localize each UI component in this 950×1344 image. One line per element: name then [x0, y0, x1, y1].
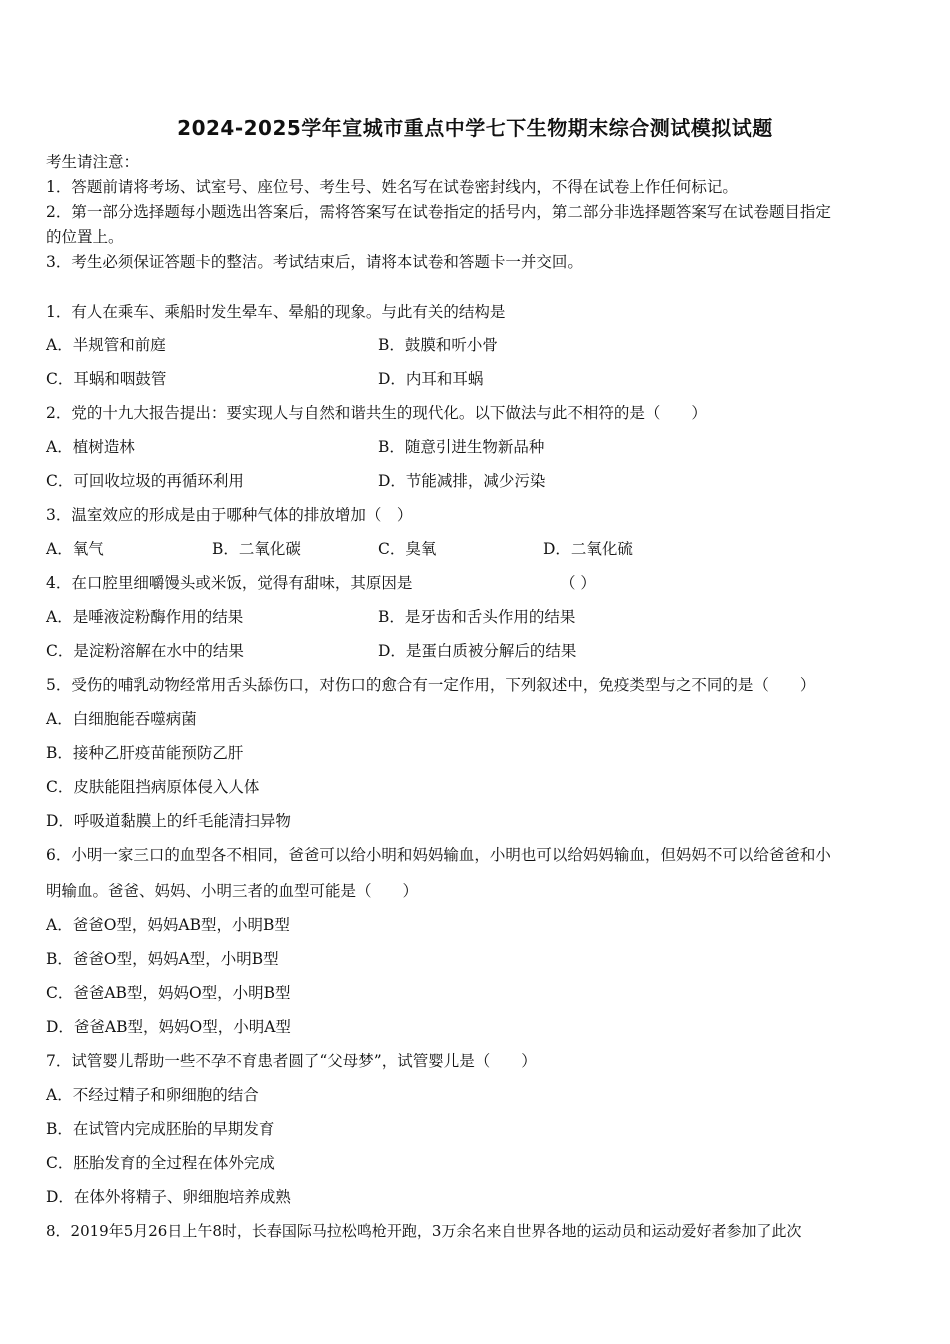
question-stem: 1．有人在乘车、乘船时发生晕车、晕船的现象。与此有关的结构是 [46, 303, 506, 321]
option-b: B．是牙齿和舌头作用的结果 [378, 608, 576, 626]
option-d: D．在体外将精子、卵细胞培养成熟 [46, 1188, 291, 1206]
question-stem: 5．受伤的哺乳动物经常用舌头舔伤口，对伤口的愈合有一定作用，下列叙述中，免疫类型与之不同的是（ ） [46, 676, 816, 694]
question-stem: 4．在口腔里细嚼馒头或米饭，觉得有甜味，其原因是 [46, 574, 413, 592]
option-c: C．臭氧 [378, 540, 437, 558]
option-c: C．皮肤能阻挡病原体侵入人体 [46, 778, 260, 796]
notice-item: 的位置上。 [46, 228, 124, 246]
option-b: B．随意引进生物新品种 [378, 438, 545, 456]
question-stem: 7．试管婴儿帮助一些不孕不育患者圆了“父母梦”，试管婴儿是（ ） [46, 1052, 537, 1070]
option-b: B．在试管内完成胚胎的早期发育 [46, 1120, 275, 1138]
option-d: D．内耳和耳蜗 [378, 370, 484, 388]
option-a: A．白细胞能吞噬病菌 [46, 710, 197, 728]
notice-item: 3．考生必须保证答题卡的整洁。考试结束后，请将本试卷和答题卡一并交回。 [46, 253, 583, 271]
option-c: C．胚胎发育的全过程在体外完成 [46, 1154, 275, 1172]
option-d: D．呼吸道黏膜上的纤毛能清扫异物 [46, 812, 291, 830]
question-stem-cont: 明输血。爸爸、妈妈、小明三者的血型可能是（ ） [46, 882, 419, 900]
page-title: 2024-2025学年宣城市重点中学七下生物期末综合测试模拟试题 [177, 116, 773, 140]
option-d: D．是蛋白质被分解后的结果 [378, 642, 577, 660]
answer-bracket: （ ） [560, 574, 596, 592]
option-b: B．鼓膜和听小骨 [378, 336, 498, 354]
question-stem: 2．党的十九大报告提出：要实现人与自然和谐共生的现代化。以下做法与此不相符的是（ ） [46, 404, 707, 422]
option-d: D．节能减排，减少污染 [378, 472, 546, 490]
option-b: B．爸爸O型，妈妈A型，小明B型 [46, 950, 279, 968]
option-a: A．不经过精子和卵细胞的结合 [46, 1086, 259, 1104]
notice-heading: 考生请注意： [46, 153, 140, 171]
option-a: A．爸爸O型，妈妈AB型，小明B型 [46, 916, 290, 934]
option-d: D．二氧化硫 [543, 540, 633, 558]
option-c: C．耳蜗和咽鼓管 [46, 370, 167, 388]
question-stem: 3．温室效应的形成是由于哪种气体的排放增加（ ） [46, 506, 413, 524]
option-a: A．半规管和前庭 [46, 336, 166, 354]
option-b: B．二氧化碳 [212, 540, 301, 558]
option-d: D．爸爸AB型，妈妈O型，小明A型 [46, 1018, 291, 1036]
notice-item: 1．答题前请将考场、试室号、座位号、考生号、姓名写在试卷密封线内，不得在试卷上作任何标记。 [46, 178, 738, 196]
option-c: C．是淀粉溶解在水中的结果 [46, 642, 244, 660]
option-b: B．接种乙肝疫苗能预防乙肝 [46, 744, 244, 762]
question-stem: 6．小明一家三口的血型各不相同，爸爸可以给小明和妈妈输血，小明也可以给妈妈输血，但妈妈不可以给爸爸和小 [46, 846, 831, 864]
option-a: A．是唾液淀粉酶作用的结果 [46, 608, 244, 626]
option-a: A．氧气 [46, 540, 104, 558]
option-c: C．可回收垃圾的再循环利用 [46, 472, 244, 490]
option-c: C．爸爸AB型，妈妈O型，小明B型 [46, 984, 291, 1002]
option-a: A．植树造林 [46, 438, 135, 456]
notice-item: 2．第一部分选择题每小题选出答案后，需将答案写在试卷指定的括号内，第二部分非选择题答案写在试卷题目指定 [46, 203, 831, 221]
question-stem: 8．2019年5月26日上午8时，长春国际马拉松鸣枪开跑，3万余名来自世界各地的运动员和运动爱好者参加了此次 [46, 1222, 802, 1240]
